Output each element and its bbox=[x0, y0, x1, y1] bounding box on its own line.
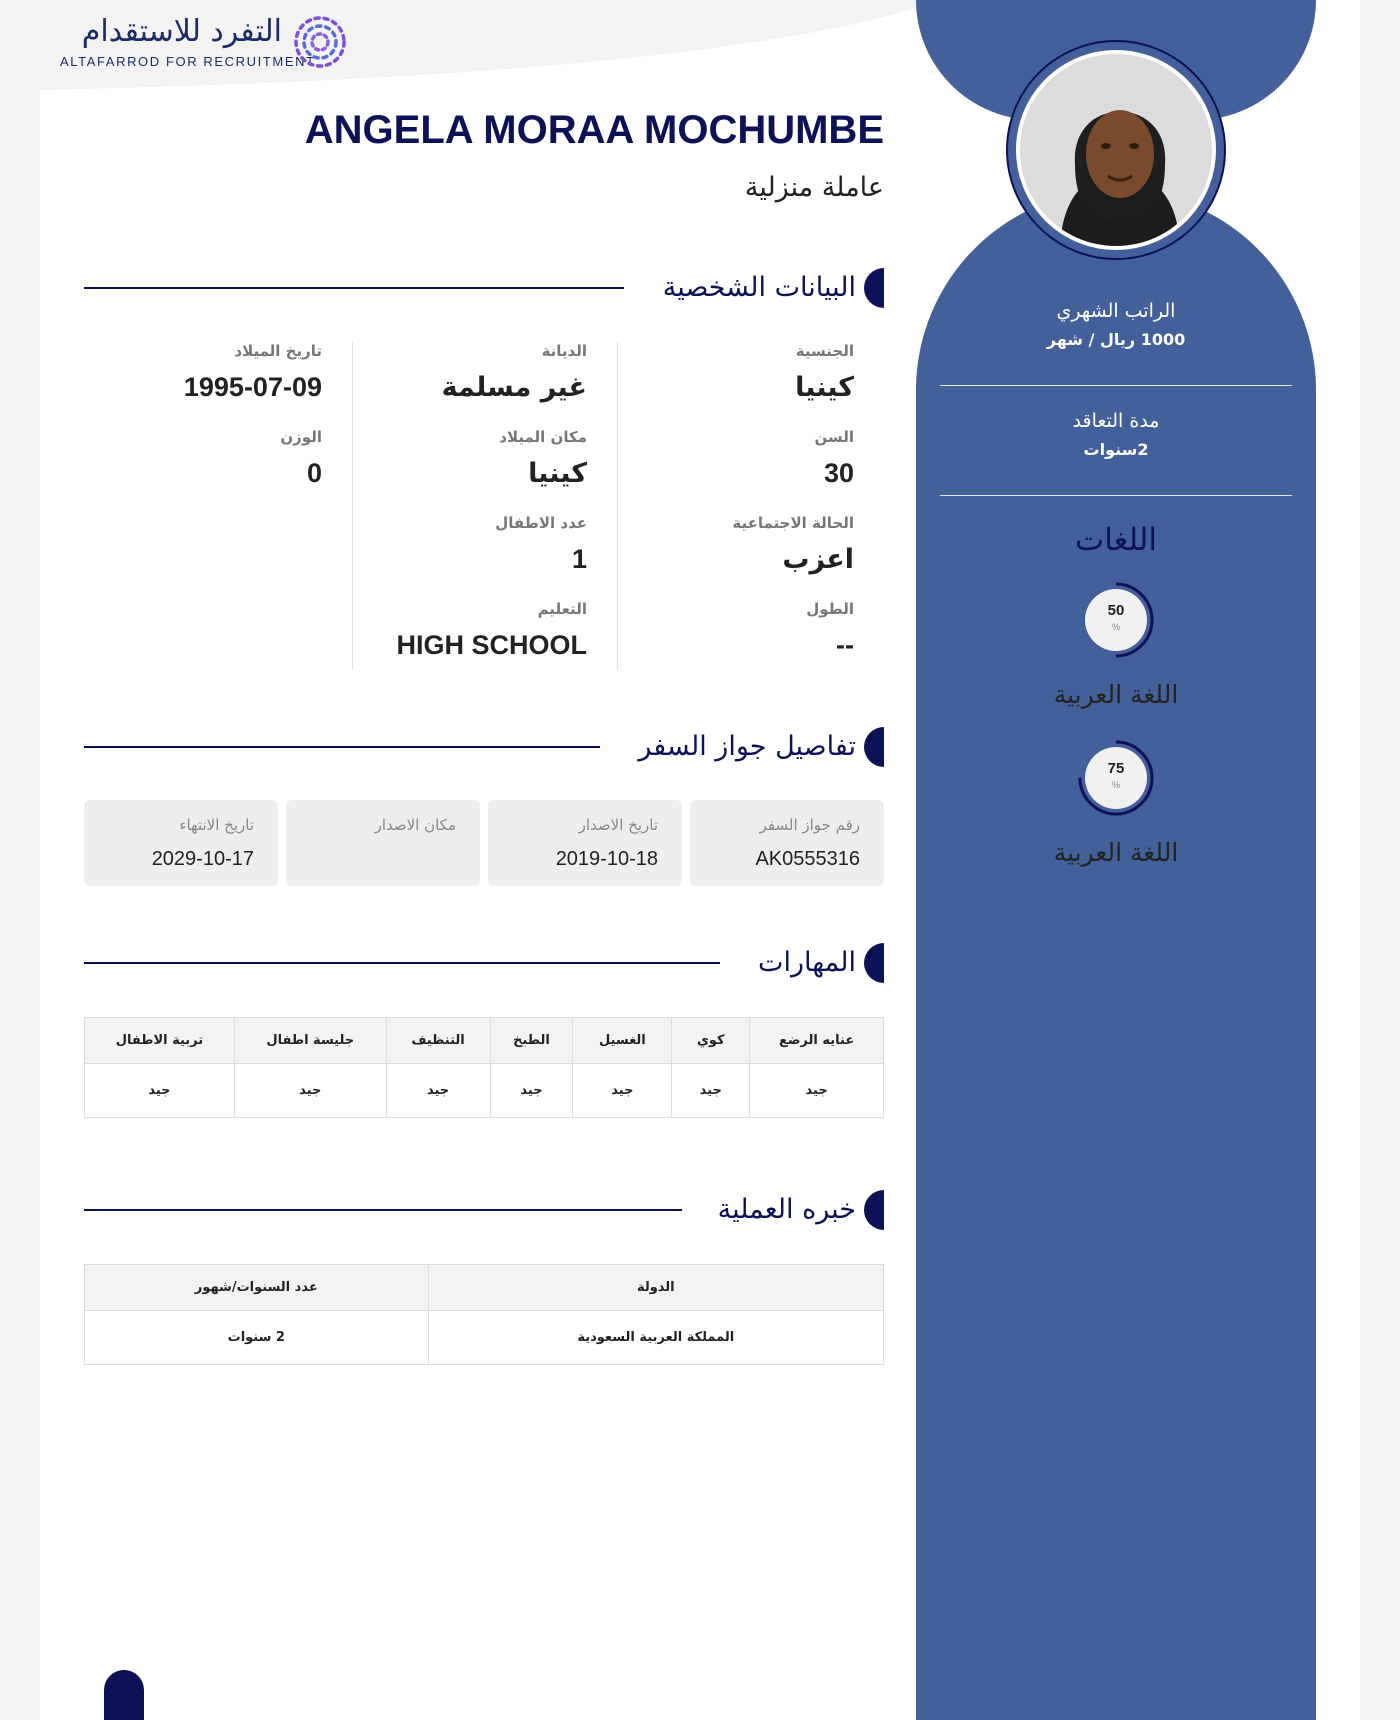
contract-label: مدة التعاقد bbox=[1072, 410, 1160, 432]
skill-level: جيد bbox=[386, 1064, 490, 1118]
logo-text-en: ALTAFARROD FOR RECRUITMENT bbox=[60, 54, 316, 69]
info-item bbox=[795, 342, 854, 403]
skill-header: التنظيف bbox=[386, 1018, 490, 1064]
section-rule bbox=[84, 287, 624, 289]
skill-level: جيد bbox=[85, 1064, 235, 1118]
issue-date-label: تاريخ الاصدار bbox=[578, 816, 658, 834]
education-value: HIGH SCHOOL bbox=[396, 630, 587, 660]
birthdate-value: 1995-07-09 bbox=[183, 372, 322, 402]
section-bullet bbox=[864, 268, 884, 308]
language-percent: 50 bbox=[1107, 602, 1125, 619]
weight-value: 0 bbox=[306, 458, 322, 488]
salary-label: الراتب الشهري bbox=[1056, 300, 1176, 322]
children-count-value: 1 bbox=[571, 544, 587, 574]
profile-photo bbox=[1016, 50, 1216, 250]
expiry-date-value: 2029-10-17 bbox=[151, 848, 254, 870]
info-item bbox=[442, 342, 587, 403]
section-title: المهارات bbox=[758, 947, 856, 978]
issue-place-label: مكان الاصدار bbox=[374, 816, 456, 834]
sidebar-divider bbox=[940, 495, 1292, 496]
table-row bbox=[85, 1311, 884, 1365]
skill-header: الغسيل bbox=[573, 1018, 672, 1064]
info-item bbox=[814, 428, 854, 489]
section-title: خبره العملية bbox=[717, 1194, 856, 1225]
percent-sign: % bbox=[1111, 780, 1120, 790]
table-header-row bbox=[85, 1018, 884, 1064]
issue-place-card bbox=[286, 800, 480, 886]
sidebar-divider bbox=[940, 385, 1292, 386]
height-value: -- bbox=[836, 630, 854, 660]
salary-block bbox=[916, 300, 1316, 349]
info-column-1 bbox=[618, 342, 884, 670]
table-header-row bbox=[85, 1265, 884, 1311]
age-label: السن bbox=[814, 428, 854, 446]
religion-label: الديانة bbox=[541, 342, 587, 360]
avatar-illustration bbox=[1020, 54, 1216, 250]
info-item bbox=[280, 428, 322, 489]
birthplace-value: كينيا bbox=[528, 458, 587, 489]
section-passport-header bbox=[84, 727, 884, 767]
skill-level: جيد bbox=[573, 1064, 672, 1118]
info-item bbox=[396, 600, 587, 661]
skill-level: جيد bbox=[672, 1064, 750, 1118]
language-gauge bbox=[1076, 738, 1156, 818]
table-row bbox=[85, 1064, 884, 1118]
section-skills-header bbox=[84, 943, 884, 983]
experience-country: المملكة العربية السعودية bbox=[428, 1311, 883, 1365]
company-logo bbox=[60, 14, 350, 74]
skills-table bbox=[84, 1017, 884, 1118]
passport-number-label: رقم جواز السفر bbox=[759, 816, 860, 834]
languages-title: اللغات bbox=[1075, 522, 1157, 558]
skill-header: كوي bbox=[672, 1018, 750, 1064]
nationality-value: كينيا bbox=[795, 372, 854, 403]
section-rule bbox=[84, 746, 600, 748]
children-count-label: عدد الاطفال bbox=[495, 514, 587, 532]
job-title: عاملة منزلية bbox=[744, 172, 884, 203]
info-item bbox=[806, 600, 854, 661]
experience-duration: 2 سنوات bbox=[85, 1311, 429, 1365]
section-bullet bbox=[864, 943, 884, 983]
expiry-date-card bbox=[84, 800, 278, 886]
profile-photo-ring bbox=[1006, 40, 1226, 260]
passport-number-value: AK0555316 bbox=[755, 848, 860, 870]
contract-value: 2سنوات bbox=[1083, 440, 1149, 459]
religion-value: غير مسلمة bbox=[441, 372, 587, 403]
logo-text-ar: التفرد للاستقدام bbox=[81, 14, 282, 49]
education-label: التعليم bbox=[537, 600, 587, 618]
height-label: الطول bbox=[806, 600, 854, 618]
info-item bbox=[495, 514, 587, 575]
percent-sign: % bbox=[1111, 622, 1120, 632]
birthdate-label: تاريخ الميلاد bbox=[234, 342, 322, 360]
nationality-label: الجنسية bbox=[795, 342, 854, 360]
skill-header: تربية الاطفال bbox=[85, 1018, 235, 1064]
skill-header: عنايه الرضع bbox=[750, 1018, 884, 1064]
info-item bbox=[732, 514, 854, 575]
info-column-2 bbox=[352, 342, 618, 670]
logo-mark-icon bbox=[292, 14, 348, 70]
section-bullet bbox=[864, 727, 884, 767]
skill-header: الطبخ bbox=[490, 1018, 573, 1064]
birthplace-label: مكان الميلاد bbox=[499, 428, 587, 446]
expiry-date-label: تاريخ الانتهاء bbox=[179, 816, 254, 834]
section-experience-header bbox=[84, 1190, 884, 1230]
candidate-name: ANGELA MORAA MOCHUMBE bbox=[304, 108, 884, 152]
info-item bbox=[184, 342, 322, 403]
section-title: تفاصيل جواز السفر bbox=[638, 731, 856, 762]
language-name: اللغة العربية bbox=[1053, 680, 1179, 709]
salary-value: 1000 ريال / شهر bbox=[1046, 330, 1186, 349]
info-item bbox=[499, 428, 587, 489]
skill-level: جيد bbox=[750, 1064, 884, 1118]
section-bullet bbox=[864, 1190, 884, 1230]
info-column-3 bbox=[84, 342, 352, 670]
section-rule bbox=[84, 1209, 682, 1211]
weight-label: الوزن bbox=[280, 428, 322, 446]
marital-status-value: اعزب bbox=[782, 544, 854, 575]
language-gauge bbox=[1076, 580, 1156, 660]
bottom-decoration bbox=[104, 1670, 144, 1720]
experience-header: الدولة bbox=[428, 1265, 883, 1311]
contract-block bbox=[916, 410, 1316, 459]
language-percent: 75 bbox=[1107, 760, 1125, 777]
skill-header: جليسة اطفال bbox=[234, 1018, 386, 1064]
section-personal-header bbox=[84, 268, 884, 308]
age-value: 30 bbox=[823, 458, 854, 488]
skill-level: جيد bbox=[234, 1064, 386, 1118]
language-name: اللغة العربية bbox=[1053, 838, 1179, 867]
passport-number-card bbox=[690, 800, 884, 886]
sidebar bbox=[916, 0, 1316, 1720]
experience-header: عدد السنوات/شهور bbox=[85, 1265, 429, 1311]
issue-date-card bbox=[488, 800, 682, 886]
skill-level: جيد bbox=[490, 1064, 573, 1118]
section-rule bbox=[84, 962, 720, 964]
marital-status-label: الحالة الاجتماعية bbox=[732, 514, 854, 532]
section-title: البيانات الشخصية bbox=[662, 272, 856, 303]
experience-table bbox=[84, 1264, 884, 1365]
issue-date-value: 2019-10-18 bbox=[555, 848, 658, 870]
